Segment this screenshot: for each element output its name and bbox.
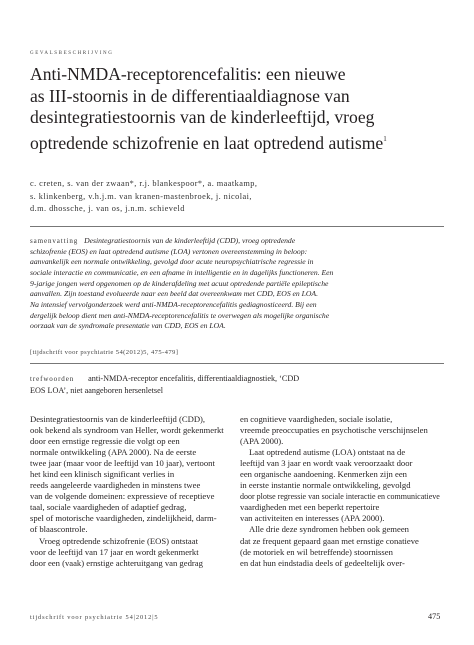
body-line: taal, sociale vaardigheden of adaptief gedrag,	[30, 502, 187, 513]
summary-line: Na intensief vervolgonderzoek werd anti-NMDA-receptorencefalitis gediagnosticeerd. Bij een	[30, 299, 317, 309]
page-number: 475	[428, 612, 441, 621]
title-footnote-mark: 1	[383, 134, 387, 143]
summary-line: schizofrenie (EOS) en laat optredend autisme (LOA) vertonen overeenstemming in beloop:	[30, 246, 308, 256]
body-line: het kind een klinisch significant verlies in	[30, 469, 175, 480]
body-line: vaardigheden met een beperkt repertoire	[240, 502, 380, 513]
body-line: of blaascontrole.	[30, 524, 88, 535]
article-title	[30, 64, 450, 154]
keywords-text: anti-NMDA-receptor encefalitis, differentiaaldiagnostiek, ‘CDD	[88, 374, 300, 383]
body-line: door een ernstige regressie die volgt op een	[30, 436, 180, 447]
body-line: van de volgende domeinen: expressieve of receptieve	[30, 491, 215, 502]
summary-line: oorzaak van de syndromale presentatie van CDD, EOS en LOA.	[30, 321, 226, 331]
body-line: vreemde preoccupaties en psychotische verschijnselen	[240, 425, 428, 436]
body-line: Laat optredend autisme (LOA) ontstaat na de	[249, 447, 406, 458]
body-line: (de motoriek en wil betreffende) stoornissen	[240, 546, 393, 557]
divider	[30, 363, 444, 364]
author-line: s. klinkenberg, v.h.j.m. van kranen-mastenbroek, j. nicolai,	[30, 191, 252, 201]
body-line: leeftijd van 3 jaar en wordt vaak veroorzaakt door	[240, 458, 413, 469]
title-line: Anti-NMDA-receptorencefalitis: een nieuwe	[30, 64, 346, 84]
body-line: dat ze frequent gepaard gaan met ernstige conatieve	[240, 535, 419, 546]
body-line: Desintegratiestoornis van de kinderleeftijd (CDD),	[30, 414, 206, 424]
footer-journal: tijdschrift voor psychiatrie 54|2012|5	[30, 614, 159, 621]
body-line: en dat hun eindstadia deels of gedeeltelijk over-	[240, 557, 405, 568]
summary-line: aanvankelijk een normale ontwikkeling, gevolgd door acute neuropsychiatrische regressie in	[30, 257, 314, 267]
keywords-line: EOS LOA’, niet aangeboren hersenletsel	[30, 386, 164, 396]
divider	[30, 226, 444, 227]
summary-line: sociale interactie en communicatie, en een afname in intelligentie en in dagelijks functioneren. Een	[30, 267, 334, 277]
body-line: normale ontwikkeling (APA 2000). Na de eerste	[30, 447, 197, 458]
title-line-text: optredende schizofrenie en laat optredend autisme	[30, 132, 384, 153]
keywords-block	[30, 373, 444, 397]
journal-citation: [tijdschrift voor psychiatrie 54(2012)5, 475-479]	[30, 349, 179, 356]
summary-line	[30, 236, 444, 247]
body-line: Alle drie deze syndromen hebben ook gemeen	[249, 524, 409, 535]
author-list	[30, 178, 450, 216]
summary-block	[30, 236, 444, 332]
body-column-right	[240, 414, 440, 569]
summary-label: samenvatting	[30, 237, 79, 245]
title-line	[30, 129, 450, 155]
title-line: as III-stoornis in de differentiaaldiagnose van	[30, 85, 350, 106]
body-line: en cognitieve vaardigheden, sociale isolatie,	[240, 414, 393, 424]
body-line: reeds aangeleerde vaardigheden in minstens twee	[30, 480, 201, 491]
summary-line: dergelijk beloop dient men anti-NMDA-receptorencefalitis te overwegen als mogelijke organische	[30, 310, 330, 320]
body-line: voor de leeftijd van 17 jaar en wordt gekenmerkt	[30, 546, 199, 557]
author-line: c. creten, s. van der zwaan*, r.j. blankespoor*, a. maatkamp,	[30, 179, 258, 188]
body-column-left	[30, 414, 230, 569]
body-line: Vroeg optredende schizofrenie (EOS) ontstaat	[39, 535, 198, 546]
title-line: desintegratiestoornis van de kinderleeftijd, vroeg	[30, 107, 375, 127]
body-line: (APA 2000).	[240, 436, 284, 447]
summary-text: Desintegratiestoornis van de kinderleeftijd (CDD), vroeg optredende	[84, 236, 296, 245]
body-line: ook bekend als syndroom van Heller, wordt gekenmerkt	[30, 425, 224, 436]
body-line: door een (vaak) ernstige achteruitgang van gedrag	[30, 557, 203, 568]
body-line: spel of motorische vaardigheden, zindelijkheid, darm-	[30, 513, 217, 524]
summary-line: aanvallen. Zijn toestand evolueerde naar een beeld dat overeenkwam met CDD, EOS en LOA.	[30, 289, 319, 299]
keywords-label: trefwoorden	[30, 375, 75, 383]
body-line: van activiteiten en interesses (APA 2000).	[240, 513, 385, 524]
author-line: d.m. dhossche, j. van os, j.n.m. schieveld	[30, 204, 185, 214]
body-line: door plotse regressie van sociale interactie en communicatieve	[240, 491, 440, 502]
body-line: een organische aandoening. Kenmerken zijn een	[240, 469, 407, 480]
body-line: twee jaar (maar voor de leeftijd van 10 jaar), vertoont	[30, 458, 215, 469]
keywords-line	[30, 373, 444, 385]
body-line: in eerste instantie normale ontwikkeling, gevolgd	[240, 480, 411, 491]
section-label: gevalsbeschrijving	[30, 48, 114, 56]
summary-line: 9-jarige jongen werd opgenomen op de kinderafdeling met acuut optredende partiële epileptische	[30, 278, 329, 288]
